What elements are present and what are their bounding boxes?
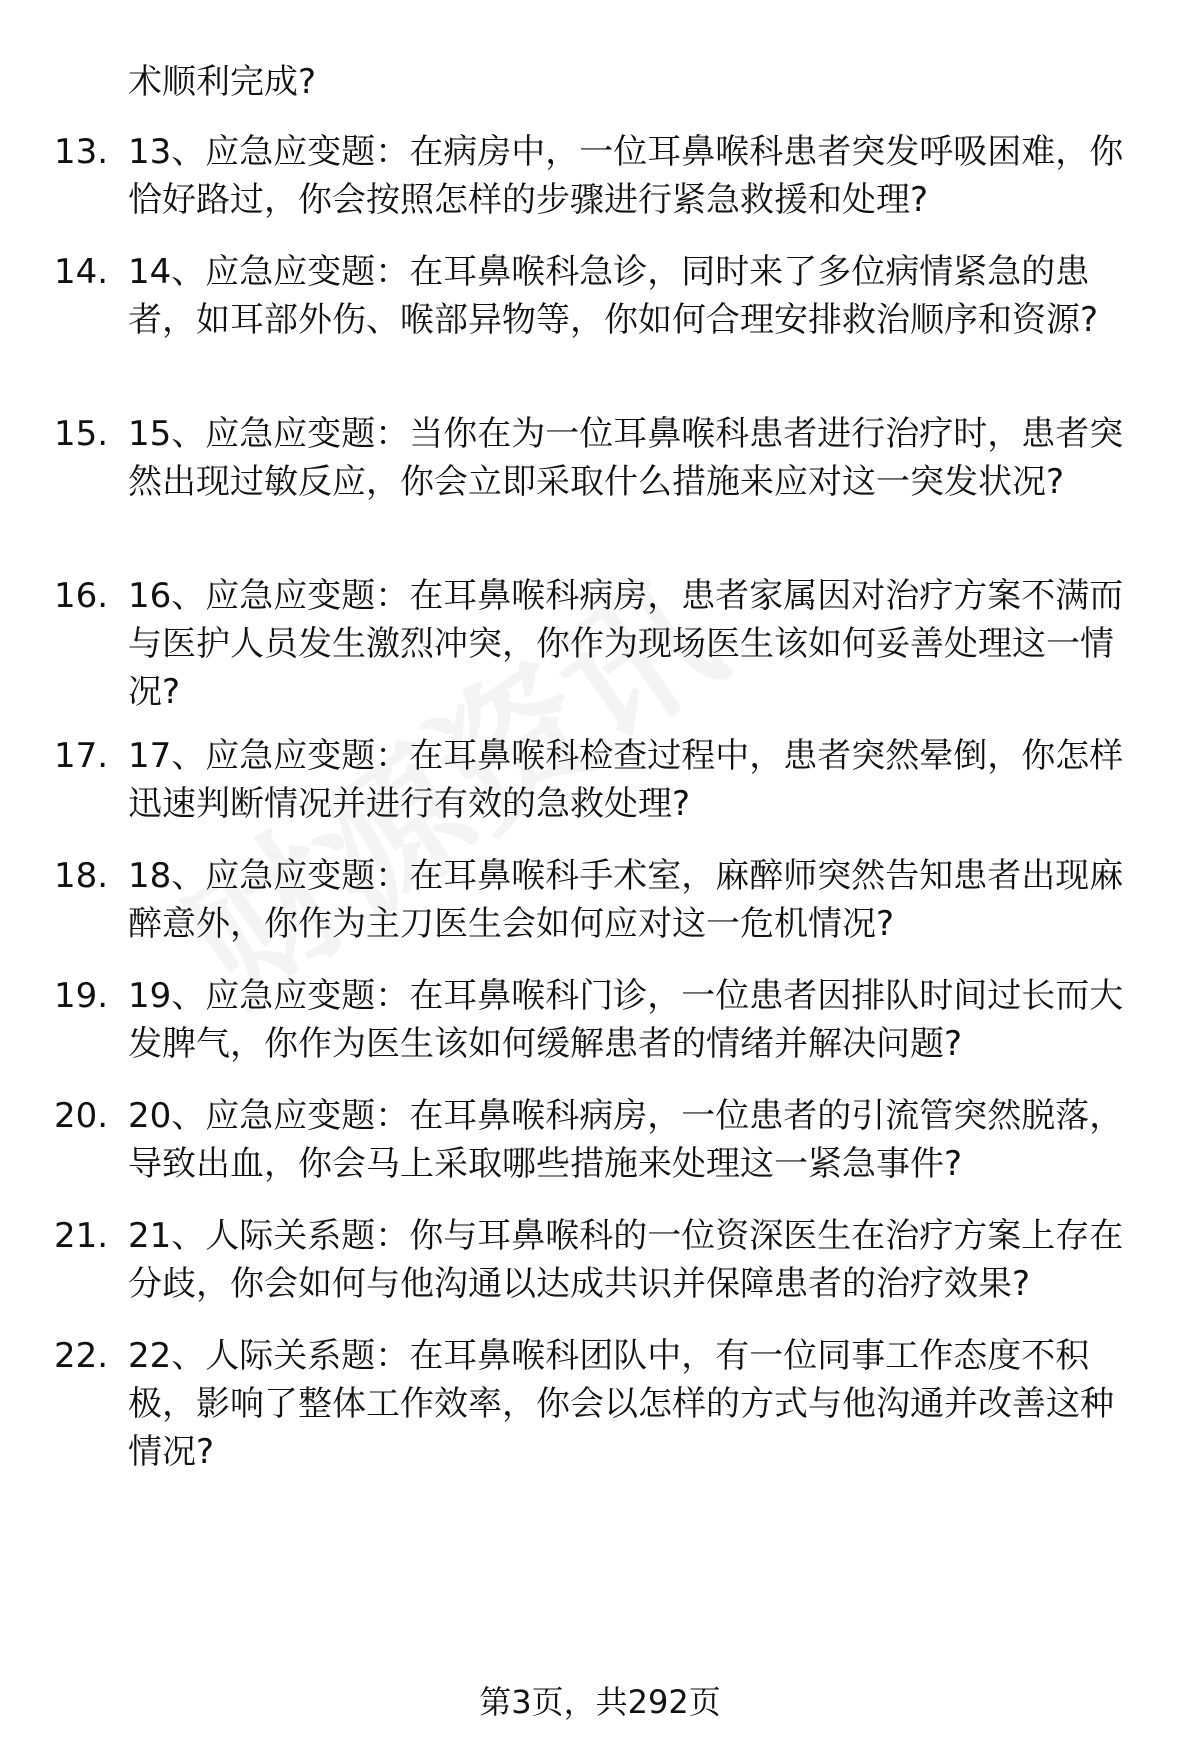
question-text: 16、应急应变题：在耳鼻喉科病房，患者家属因对治疗方案不满而与医护人员发生激烈冲突，你作为现场医生该如何妥善处理这一情况? — [128, 576, 1124, 712]
question-number: 17. — [54, 736, 109, 776]
question-text: 14、应急应变题：在耳鼻喉科急诊，同时来了多位病情紧急的患者，如耳部外伤、喉部异物等，你如何合理安排救治顺序和资源? — [128, 252, 1099, 340]
question-number: 16. — [54, 576, 109, 616]
question-number: 19. — [54, 976, 109, 1016]
question-number: 13. — [54, 132, 109, 172]
question-number: 15. — [54, 414, 109, 454]
question-text: 15、应急应变题：当你在为一位耳鼻喉科患者进行治疗时，患者突然出现过敏反应，你会立即采取什么措施来应对这一突发状况? — [128, 414, 1124, 502]
question-text: 18、应急应变题：在耳鼻喉科手术室，麻醉师突然告知患者出现麻醉意外，你作为主刀医生会如何应对这一危机情况? — [128, 856, 1124, 944]
question-text: 13、应急应变题：在病房中，一位耳鼻喉科患者突发呼吸困难，你恰好路过，你会按照怎样的步骤进行紧急救援和处理? — [128, 132, 1124, 220]
continuation-text: 术顺利完成? — [128, 62, 317, 102]
question-number: 22. — [54, 1336, 109, 1376]
question-number: 21. — [54, 1216, 109, 1256]
question-text: 17、应急应变题：在耳鼻喉科检查过程中，患者突然晕倒，你怎样迅速判断情况并进行有效的急救处理? — [128, 736, 1124, 824]
question-text: 19、应急应变题：在耳鼻喉科门诊，一位患者因排队时间过长而大发脾气，你作为医生该如何缓解患者的情绪并解决问题? — [128, 976, 1124, 1064]
question-text: 21、人际关系题：你与耳鼻喉科的一位资深医生在治疗方案上存在分歧，你会如何与他沟通以达成共识并保障患者的治疗效果? — [128, 1216, 1124, 1304]
question-number: 14. — [54, 252, 109, 292]
question-text: 20、应急应变题：在耳鼻喉科病房，一位患者的引流管突然脱落，导致出血，你会马上采取哪些措施来处理这一紧急事件? — [128, 1096, 1124, 1184]
question-number: 20. — [54, 1096, 109, 1136]
question-number: 18. — [54, 856, 109, 896]
question-text: 22、人际关系题：在耳鼻喉科团队中，有一位同事工作态度不积极，影响了整体工作效率，你会以怎样的方式与他沟通并改善这种情况? — [128, 1336, 1114, 1472]
page-footer: 第3页，共292页 — [479, 1683, 721, 1721]
